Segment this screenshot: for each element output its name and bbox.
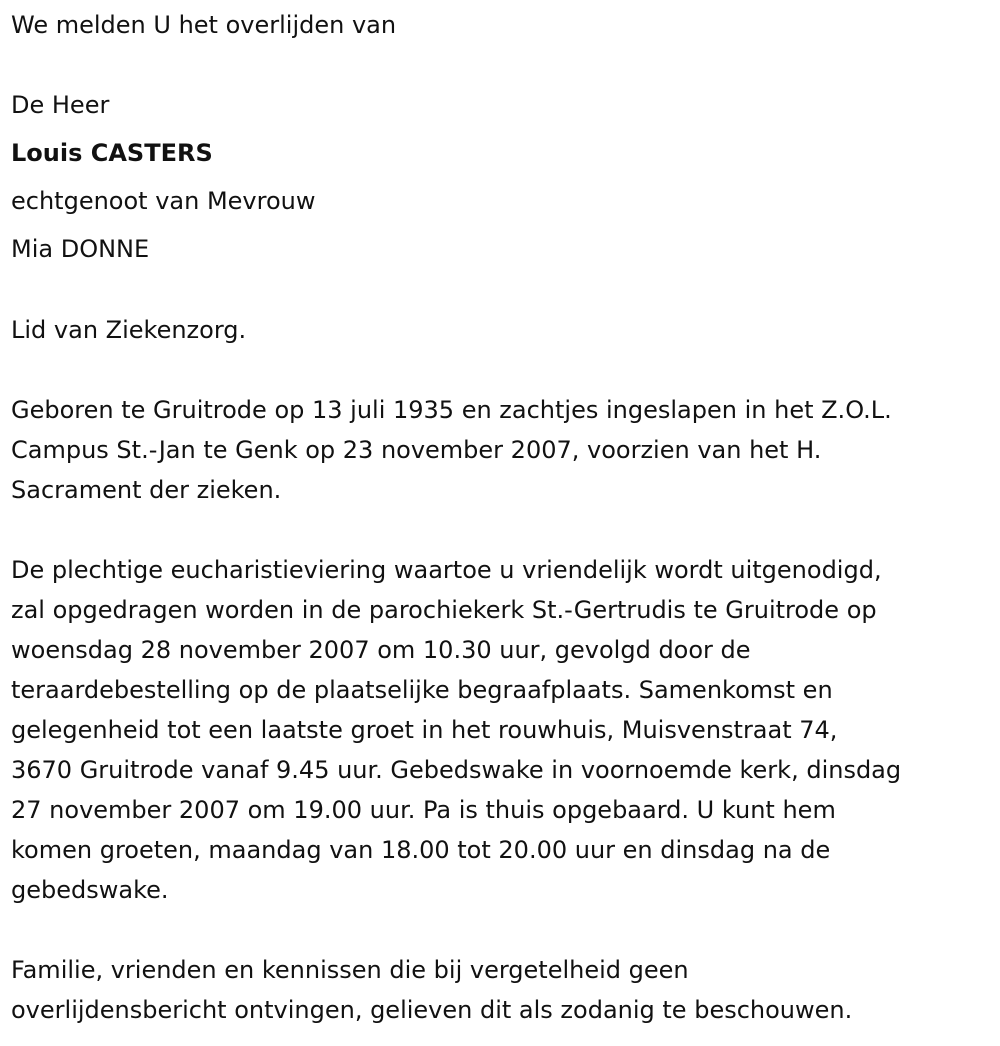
birth-paragraph (11, 390, 996, 510)
closing-line: overlijdensbericht ontvingen, gelieven dit als zodanig te beschouwen. (11, 996, 853, 1024)
closing-paragraph (11, 950, 996, 1030)
birth-line: Geboren te Gruitrode op 13 juli 1935 en zachtjes ingeslapen in het Z.O.L. (11, 396, 892, 424)
spouse-name: Mia DONNE (11, 235, 150, 263)
ceremony-line: 3670 Gruitrode vanaf 9.45 uur. Gebedswake in voornoemde kerk, dinsdag (11, 756, 902, 784)
membership-text: Lid van Ziekenzorg. (11, 316, 247, 344)
ceremony-line: teraardebestelling op de plaatselijke begraafplaats. Samenkomst en (11, 676, 833, 704)
ceremony-line: komen groeten, maandag van 18.00 tot 20.00 uur en dinsdag na de (11, 836, 831, 864)
ceremony-line: gebedswake. (11, 876, 169, 904)
intro-text: We melden U het overlijden van (11, 11, 397, 39)
honorific: De Heer (11, 91, 110, 119)
ceremony-line: De plechtige eucharistieviering waartoe u vriendelijk wordt uitgenodigd, (11, 556, 882, 584)
deceased-name: Louis CASTERS (11, 139, 213, 167)
ceremony-paragraph (11, 550, 996, 910)
ceremony-line: woensdag 28 november 2007 om 10.30 uur, gevolgd door de (11, 636, 751, 664)
ceremony-line: gelegenheid tot een laatste groet in het rouwhuis, Muisvenstraat 74, (11, 716, 838, 744)
ceremony-line: 27 november 2007 om 19.00 uur. Pa is thuis opgebaard. U kunt hem (11, 796, 836, 824)
closing-line: Familie, vrienden en kennissen die bij vergetelheid geen (11, 956, 689, 984)
relation-text: echtgenoot van Mevrouw (11, 187, 316, 215)
birth-line: Sacrament der zieken. (11, 476, 282, 504)
birth-line: Campus St.-Jan te Genk op 23 november 2007, voorzien van het H. (11, 436, 822, 464)
ceremony-line: zal opgedragen worden in de parochiekerk St.-Gertrudis te Gruitrode op (11, 596, 877, 624)
